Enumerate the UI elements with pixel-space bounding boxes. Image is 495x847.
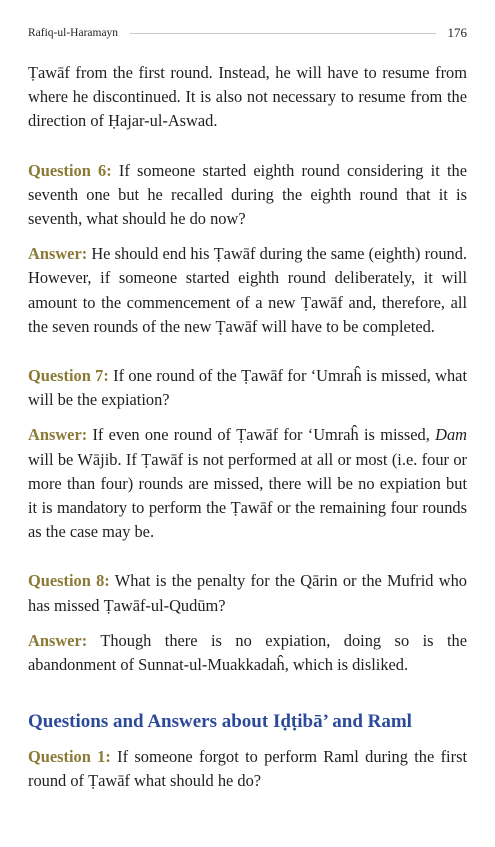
question-text: If someone started eighth round considering it the seventh one but he recalled during the eighth round that it is seventh, what should he do now? bbox=[28, 160, 467, 229]
answer-7 bbox=[28, 423, 467, 544]
answer-text: If even one round of Ṭawāf for ‘Umraĥ is missed, bbox=[87, 425, 436, 445]
question-6 bbox=[28, 159, 467, 232]
answer-text: will be Wājib. If Ṭawāf is not performed at all or most (i.e. four or more than four) rounds are missed, there will be no expiation but it is mandatory to perform the Ṭawāf or the remaining four rounds as the case may be. bbox=[28, 449, 467, 542]
question-text: If one round of the Ṭawāf for ‘Umraĥ is missed, what will be the expiation? bbox=[28, 366, 468, 410]
question-7 bbox=[28, 364, 467, 412]
answer-label: Answer: bbox=[28, 244, 88, 264]
section-heading: Questions and Answers about Iḍṭibā’ and Raml bbox=[28, 711, 412, 733]
answer-8 bbox=[28, 629, 467, 677]
answer-label: Answer: bbox=[28, 630, 88, 650]
answer-6 bbox=[28, 242, 467, 339]
question-label: Question 1: bbox=[28, 747, 111, 767]
question-8 bbox=[28, 569, 467, 617]
question-1 bbox=[28, 745, 467, 793]
header-divider bbox=[130, 33, 435, 34]
question-label: Question 6: bbox=[28, 160, 112, 180]
answer-italic-term: Dam bbox=[435, 425, 467, 445]
question-label: Question 8: bbox=[28, 571, 110, 591]
intro-paragraph: Ṭawāf from the first round. Instead, he will have to resume from where he discontinued. It is also not necessary to resume from the direction of Ḥajar-ul-Aswad. bbox=[28, 63, 467, 131]
running-header bbox=[28, 24, 467, 42]
page-body bbox=[28, 61, 467, 794]
question-text: What is the penalty for the Qārin or the Mufrid who has missed Ṭawāf-ul-Qudūm? bbox=[28, 571, 467, 615]
question-text: If someone forgot to perform Raml during the first round of Ṭawāf what should he do? bbox=[28, 747, 467, 791]
answer-text: He should end his Ṭawāf during the same (eighth) round. However, if someone started eighth round deliberately, it will amount to the commencement of a new Ṭawāf and, therefore, all the seven rounds of the new Ṭawāf will have to be completed. bbox=[28, 244, 467, 336]
book-title: Rafiq-ul-Haramayn bbox=[28, 27, 119, 39]
page-number: 176 bbox=[447, 25, 467, 40]
question-label: Question 7: bbox=[28, 366, 109, 386]
answer-label: Answer: bbox=[28, 425, 88, 445]
answer-text: Though there is no expiation, doing so is the abandonment of Sunnat-ul-Muakkadaĥ, which is disliked. bbox=[28, 630, 467, 675]
